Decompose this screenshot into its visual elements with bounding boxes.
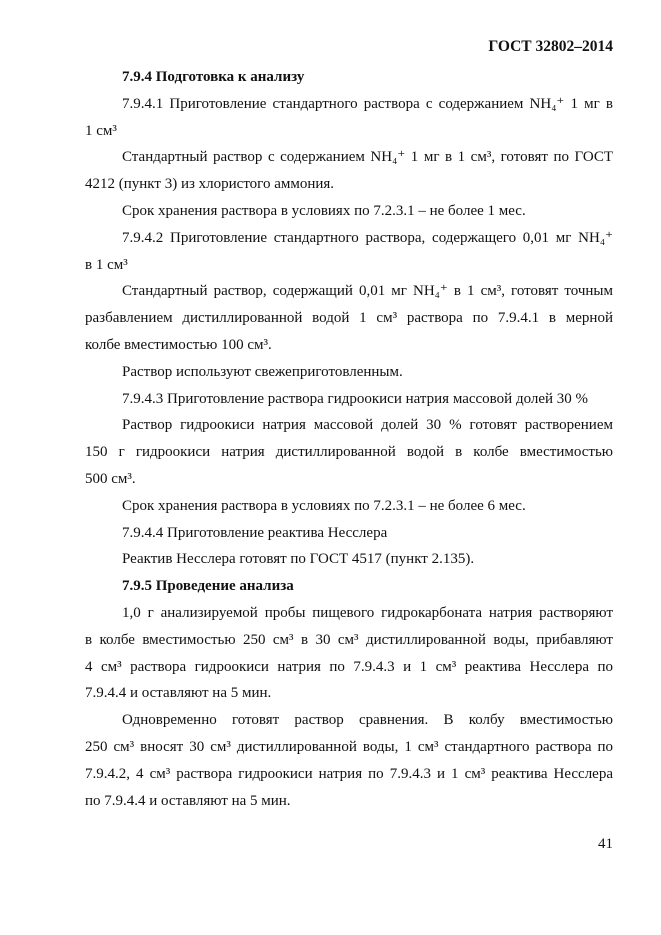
paragraph (85, 144, 613, 198)
text-line: 1,0 г анализируемой пробы пищевого гидрокарбоната натрия растворяют (122, 604, 613, 621)
paragraph (85, 493, 613, 520)
paragraph (85, 359, 613, 386)
text-line: колбе вместимостью 100 см³. (85, 336, 272, 353)
text-line: 150 г гидроокиси натрия дистиллированной водой в колбе вместимостью (85, 444, 613, 461)
text-line: 500 см³. (85, 470, 136, 487)
paragraph (85, 386, 613, 413)
text-line: 4 см³ раствора гидроокиси натрия по 7.9.4.3 и 1 см³ реактива Несслера по (85, 658, 613, 675)
text-line: Срок хранения раствора в условиях по 7.2.3.1 – не более 6 мес. (122, 497, 526, 514)
text-line: Раствор используют свежеприготовленным. (122, 363, 403, 380)
text-line: Стандартный раствор с содержанием NH₄⁺ 1 мг в 1 см³, готовят по ГОСТ (122, 149, 613, 166)
text-line: Стандартный раствор, содержащий 0,01 мг NH₄⁺ в 1 см³, готовят точным (122, 283, 613, 300)
text-line: 7.9.4.4 Приготовление реактива Несслера (122, 524, 388, 541)
text-line: 7.9.4.3 Приготовление раствора гидроокиси натрия массовой долей 30 % (122, 390, 589, 407)
text-line: Реактив Несслера готовят по ГОСТ 4517 (пункт 2.135). (122, 551, 475, 568)
page-number: 41 (598, 836, 613, 852)
paragraph (85, 600, 613, 707)
text-line: 7.9.4.2, 4 см³ раствора гидроокиси натрия по 7.9.4.3 и 1 см³ реактива Несслера (85, 765, 613, 782)
text-line: Раствор гидроокиси натрия массовой долей 30 % готовят растворением (122, 417, 613, 434)
paragraph (85, 91, 613, 145)
text-line: 250 см³ вносят 30 см³ дистиллированной воды, 1 см³ стандартного раствора по (85, 738, 613, 755)
text-line: в колбе вместимостью 250 см³ в 30 см³ дистиллированной воды, прибавляют (85, 631, 613, 648)
text-line: Одновременно готовят раствор сравнения. В колбу вместимостью (122, 712, 613, 729)
paragraph (85, 412, 613, 492)
paragraph (85, 707, 613, 814)
document-code-header: ГОСТ 32802–2014 (488, 38, 613, 55)
text-line: 7.9.4.2 Приготовление стандартного раствора, содержащего 0,01 мг NH₄⁺ (122, 229, 613, 246)
paragraph (85, 520, 613, 547)
text-line: 1 см³ (85, 122, 117, 139)
text-line: 7.9.4 Подготовка к анализу (122, 69, 305, 85)
paragraph (85, 278, 613, 358)
document-body (85, 64, 613, 814)
text-line: 7.9.5 Проведение анализа (122, 578, 294, 595)
text-line: в 1 см³ (85, 256, 128, 273)
paragraph (85, 198, 613, 225)
text-line: по 7.9.4.4 и оставляют на 5 мин. (85, 792, 291, 809)
section-heading (85, 573, 613, 600)
paragraph (85, 546, 613, 573)
section-heading (85, 64, 613, 91)
text-line: 4212 (пункт 3) из хлористого аммония. (85, 176, 335, 193)
paragraph (85, 225, 613, 279)
text-line: разбавлением дистиллированной водой 1 см³ раствора по 7.9.4.1 в мерной (85, 310, 613, 327)
text-line: Срок хранения раствора в условиях по 7.2.3.1 – не более 1 мес. (122, 202, 526, 219)
text-line: 7.9.4.4 и оставляют на 5 мин. (85, 685, 272, 702)
text-line: 7.9.4.1 Приготовление стандартного раствора с содержанием NH₄⁺ 1 мг в (122, 95, 613, 112)
